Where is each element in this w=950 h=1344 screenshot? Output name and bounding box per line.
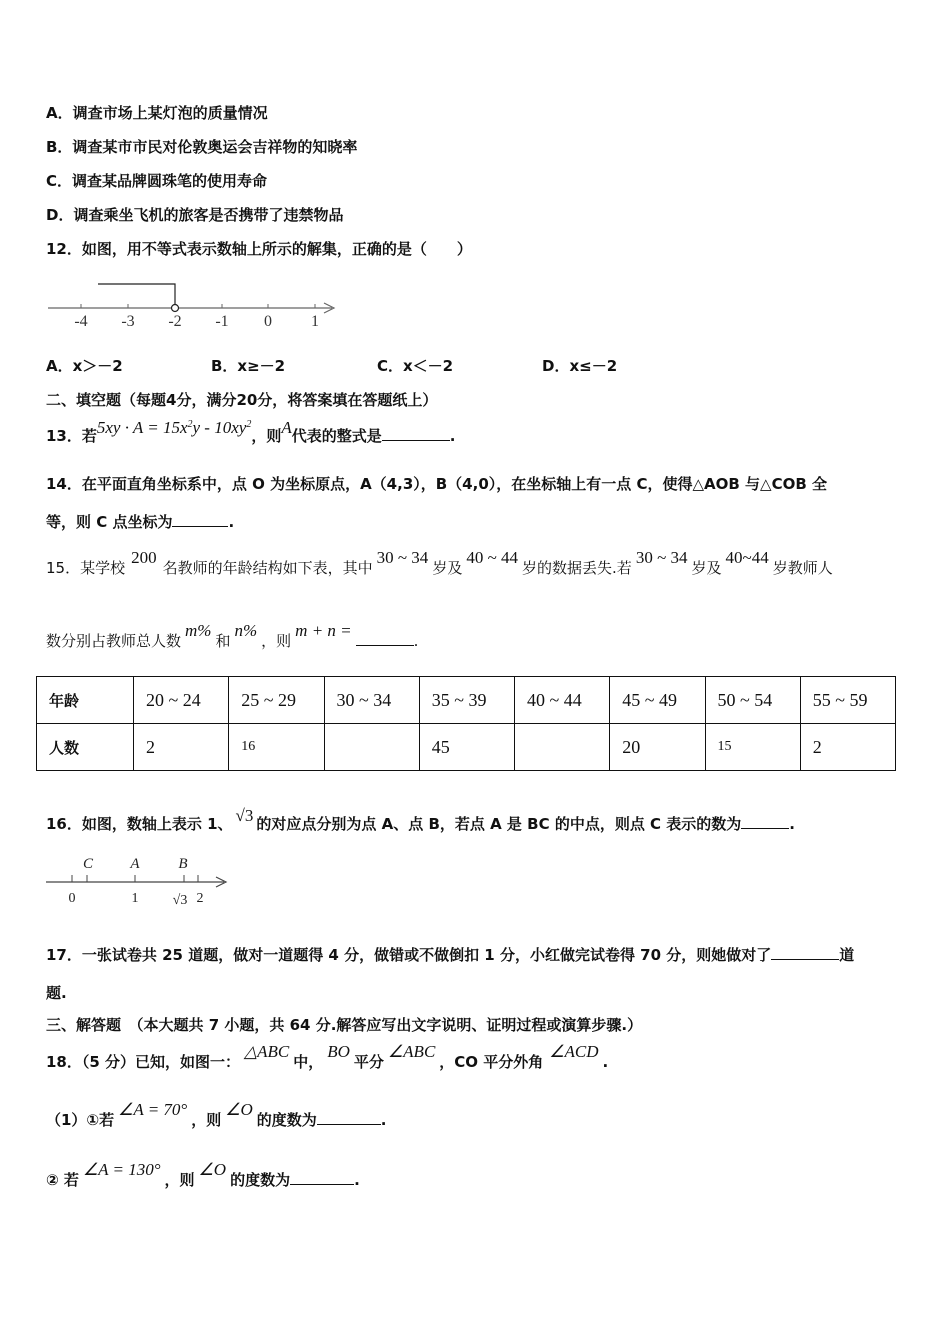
q14-line2: 等，则 C 点坐标为 . [46,513,235,531]
count-cell: 20 [610,724,705,771]
age-cell: 50 ~ 54 [705,677,800,724]
option-c: C．调查某品牌圆珠笔的使用寿命 [46,172,268,190]
q15-line1: 15．某学校200名教师的年龄结构如下表，其中30 ~ 34岁及40 ~ 44岁的数据丢失.若30 ~ 34岁及40~44岁教师人 [46,548,833,577]
table-header: 年龄 [37,677,134,724]
count-cell: 2 [800,724,895,771]
tick-label: -1 [215,313,229,330]
answer-blank [741,814,789,829]
q12-option-b: B．x≥－2 [211,357,286,375]
q12-option-c: C．x＜－2 [377,357,454,375]
tick-label: 2 [196,891,204,906]
option-a: A．调查市场上某灯泡的质量情况 [46,104,268,122]
q12-option-d: D．x≤－2 [542,357,618,375]
q12-stem: 12．如图，用不等式表示数轴上所示的解集，正确的是（ ） [46,240,472,258]
q13: 13．若$5xy \cdot A = 15x^2y - 10xy^2$，则A代表的整式是 . [46,418,456,445]
count-cell: 45 [419,724,514,771]
point-label: C [82,856,94,872]
open-circle-icon [172,305,179,312]
table-row [37,677,896,724]
solution-ray [98,284,175,305]
q18: 18．（5 分）已知，如图一：△ABC中，BO平分∠ABC，CO 平分外角∠ACD. [46,1042,609,1071]
tick-label: 1 [131,891,139,906]
count-cell [515,724,610,771]
age-cell: 40 ~ 44 [515,677,610,724]
count-cell: 16 [229,724,324,771]
table-row [37,724,896,771]
q14-line1: 14．在平面直角坐标系中，点 O 为坐标原点，A（4,3），B（4,0），在坐标轴上有一点 C，使得△AOB 与△COB 全 [46,475,827,493]
q17-line2: 题. [46,984,67,1002]
q12-option-a: A．x＞－2 [46,357,123,375]
point-label: B [178,856,188,872]
tick-label: 0 [68,891,76,906]
answer-blank [172,512,228,527]
q16-number-line [40,852,240,910]
tick-label: -4 [74,313,88,330]
q12-number-line [40,278,350,332]
section-2-heading: 二、填空题（每题4分，满分20分，将答案填在答题纸上） [46,391,438,409]
count-cell: 2 [134,724,229,771]
answer-blank [317,1110,381,1125]
tick-label: 1 [311,313,319,330]
count-cell: 15 [705,724,800,771]
table-header: 人数 [37,724,134,771]
age-cell: 30 ~ 34 [324,677,419,724]
q16: 16．如图，数轴上表示 1、 √3 的对应点分别为点 A、点 B，若点 A 是 BC 的中点，则点 C 表示的数为 . [46,806,795,833]
age-cell: 25 ~ 29 [229,677,324,724]
q18-part2: ② 若∠A = 130°，则∠O的度数为 . [46,1160,360,1189]
point-label: A [130,856,140,872]
q17-line1: 17．一张试卷共 25 道题，做对一道题得 4 分，做错或不做倒扣 1 分，小红做完试卷得 70 分，则她做对了 道 [46,946,855,964]
tick-label: -2 [168,313,182,330]
option-d: D．调查乘坐飞机的旅客是否携带了违禁物品 [46,206,344,224]
age-cell: 55 ~ 59 [800,677,895,724]
age-cell: 45 ~ 49 [610,677,705,724]
q15-line2: 数分别占教师总人数m%和n%，则m + n =. [46,621,419,650]
age-cell: 35 ~ 39 [419,677,514,724]
answer-blank [382,426,450,441]
answer-blank [356,631,414,646]
section-3-heading: 三、解答题 （本大题共 7 小题，共 64 分.解答应写出文字说明、证明过程或演算步骤.） [46,1016,643,1034]
tick-label: -3 [121,313,135,330]
answer-blank [771,945,839,960]
q18-part1: （1）①若∠A = 70°，则∠O的度数为 . [46,1100,387,1129]
option-b: B．调查某市市民对伦敦奥运会吉祥物的知晓率 [46,138,358,156]
answer-blank [290,1170,354,1185]
age-cell: 20 ~ 24 [134,677,229,724]
count-cell [324,724,419,771]
tick-label: 0 [264,313,272,330]
age-table [36,676,896,771]
tick-label: √3 [172,893,188,908]
